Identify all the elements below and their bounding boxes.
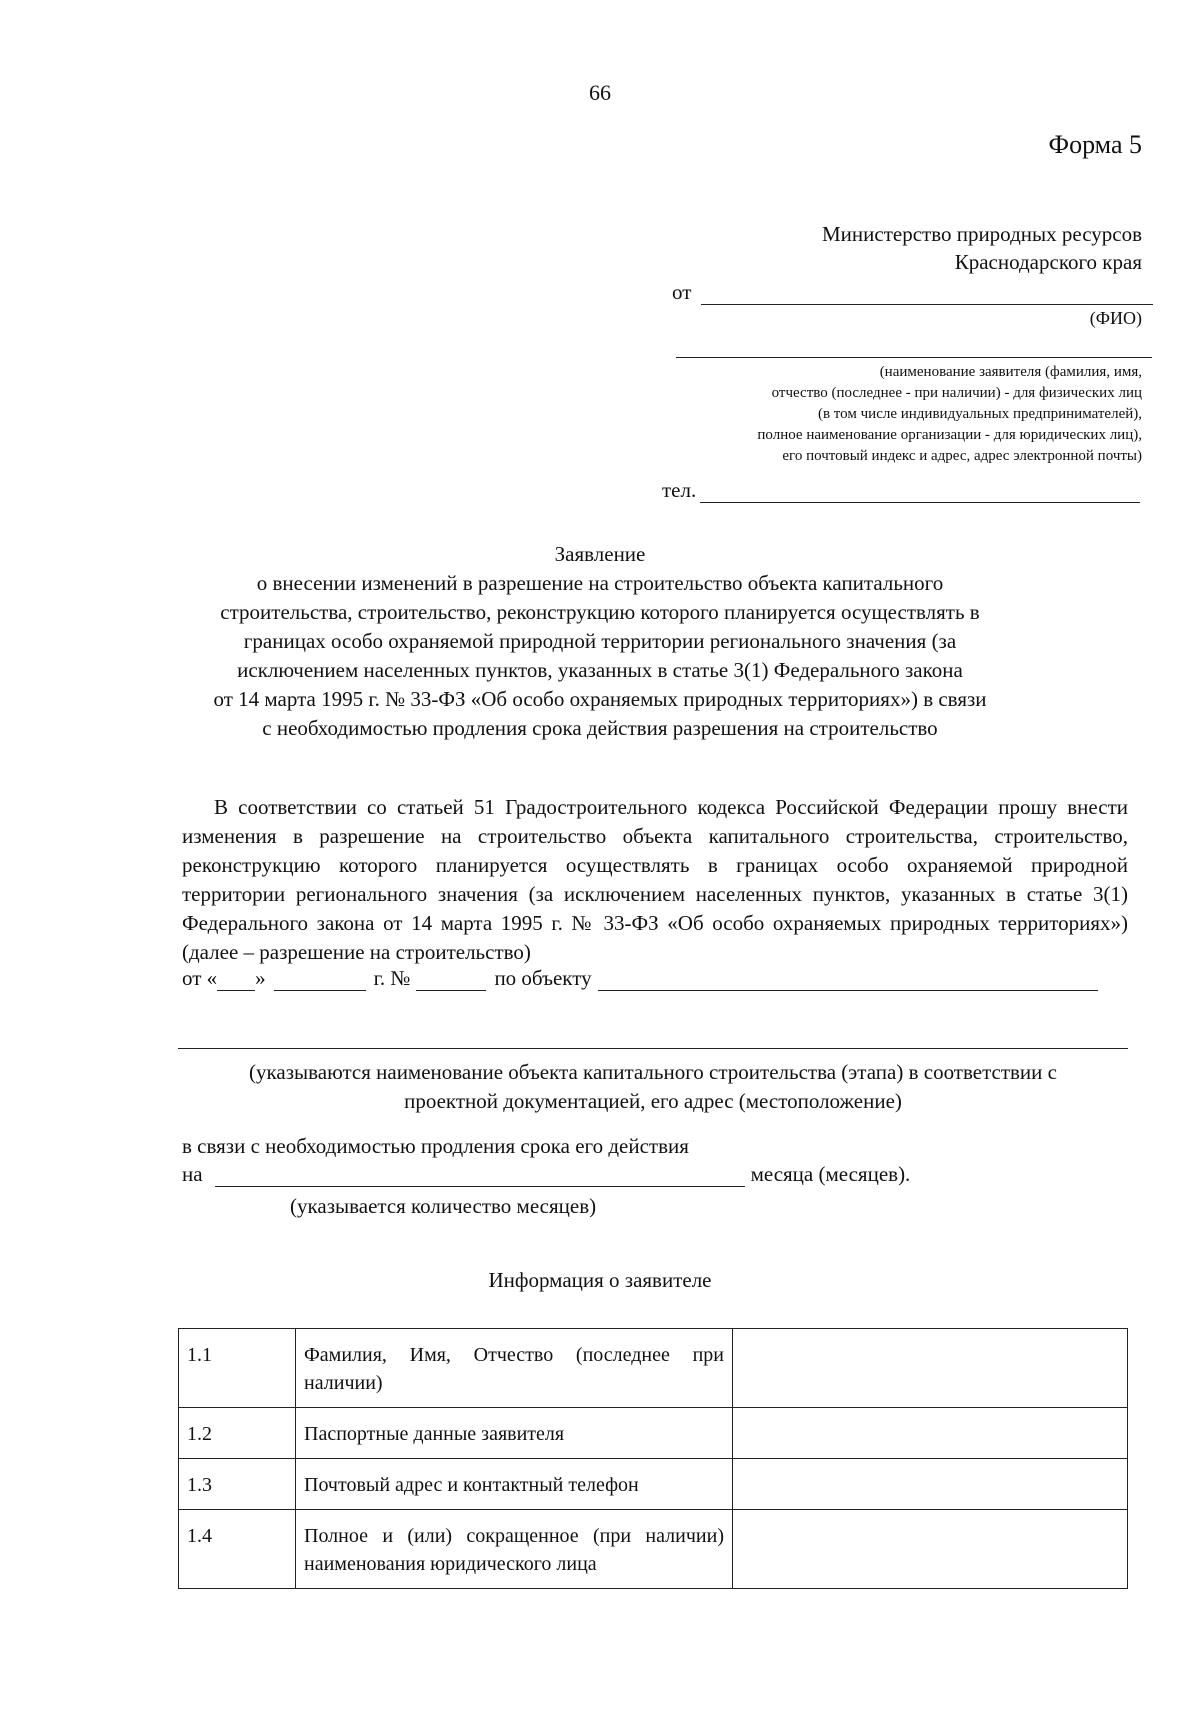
title-line: с необходимостью продления срока действия разрешения на строительство [262, 716, 938, 740]
row-number: 1.3 [179, 1459, 296, 1510]
applicant-note-line: отчество (последнее - при наличии) - для физических лиц [771, 385, 1142, 401]
title-line: строительства, строительство, реконструкцию которого планируется осуществлять в [220, 600, 980, 624]
permit-month-field[interactable] [274, 970, 366, 991]
row-value-cell[interactable] [733, 1408, 1128, 1459]
addressee-block [822, 220, 1142, 276]
phone-field[interactable] [700, 482, 1140, 503]
extension-text: в связи с необходимостью продления срока его действия [182, 1134, 689, 1158]
row-value-cell[interactable] [733, 1510, 1128, 1589]
object-field[interactable] [598, 970, 1098, 991]
row-label: Полное и (или) сокращенное (при наличии) наименования юридического лица [296, 1510, 733, 1589]
row-number: 1.1 [179, 1329, 296, 1408]
phone-row [662, 478, 1140, 503]
from-row [672, 280, 1153, 305]
title-line: границах особо охраняемой природной территории регионального значения (за [243, 629, 957, 653]
request-text: В соответствии со статьей 51 Градостроительного кодекса Российской Федерации прошу внести изменения в разрешение на строительство объекта капитального строительства, строительство, реконструкцию которого планируется осуществлять в границах особо охраняемой природной территории регионального значения (за исключением населенных пунктов, указанных в статье 3(1) Федерального закона от 14 марта 1995 г. № 33-ФЗ «Об особо охраняемых природных территориях») (далее – разрешение на строительство) [182, 795, 1128, 964]
from-label: от [672, 280, 692, 304]
months-label: месяца (месяцев). [750, 1162, 911, 1186]
object-caption [178, 1058, 1128, 1116]
title-line: от 14 марта 1995 г. № 33-ФЗ «Об особо охраняемых природных территориях») в связи [213, 687, 987, 711]
on-label: на [182, 1162, 203, 1186]
row-label: Паспортные данные заявителя [296, 1408, 733, 1459]
title-line: исключением населенных пунктов, указанных в статье 3(1) Федерального закона [237, 658, 963, 682]
row-number: 1.4 [179, 1510, 296, 1589]
title-line: о внесении изменений в разрешение на строительство объекта капитального [256, 571, 944, 595]
phone-label: тел. [662, 478, 697, 502]
applicant-info-heading: Информация о заявителе [488, 1268, 712, 1292]
request-paragraph [182, 793, 1128, 967]
applicant-info-table [178, 1328, 1128, 1589]
applicant-note-line: (наименование заявителя (фамилия, имя, [879, 364, 1142, 380]
form-label: Форма 5 [1048, 130, 1142, 159]
applicant-note-line: полное наименование организации - для юридических лиц), [757, 427, 1142, 443]
row-value-cell[interactable] [733, 1329, 1128, 1408]
permit-day-field[interactable] [217, 970, 255, 991]
months-field[interactable] [215, 1166, 745, 1187]
table-row [179, 1510, 1128, 1589]
fio-caption: (ФИО) [1089, 308, 1142, 328]
addressee-line-1: Министерство природных ресурсов [821, 222, 1142, 246]
applicant-note-line: его почтовый индекс и адрес, адрес электронной почты) [782, 448, 1142, 464]
object-caption-line: проектной документацией, его адрес (местоположение) [404, 1089, 902, 1113]
table-row [179, 1329, 1128, 1408]
table-row [179, 1408, 1128, 1459]
from-fio-field[interactable] [701, 284, 1153, 305]
object-label: по объекту [494, 966, 592, 990]
addressee-line-2: Краснодарского края [954, 250, 1142, 274]
row-number: 1.2 [179, 1408, 296, 1459]
months-caption: (указывается количество месяцев) [290, 1194, 597, 1218]
permit-number-field[interactable] [416, 970, 486, 991]
page-number: 66 [589, 80, 611, 105]
extension-row [182, 1162, 910, 1187]
applicant-note [757, 362, 1142, 467]
row-label: Фамилия, Имя, Отчество (последнее при наличии) [296, 1329, 733, 1408]
row-label: Почтовый адрес и контактный телефон [296, 1459, 733, 1510]
year-number-label: г. № [373, 966, 411, 990]
from-quote-open: от « [182, 966, 218, 990]
title-heading: Заявление [554, 542, 646, 566]
object-field-line-2[interactable] [178, 1028, 1128, 1049]
table-row [179, 1459, 1128, 1510]
applicant-name-field[interactable] [676, 337, 1152, 358]
row-value-cell[interactable] [733, 1459, 1128, 1510]
from-quote-close: » [255, 966, 266, 990]
application-title [150, 540, 1050, 743]
object-caption-line: (указываются наименование объекта капитального строительства (этапа) в соответствии с [249, 1060, 1057, 1084]
permit-details-row [182, 966, 1098, 991]
applicant-note-line: (в том числе индивидуальных предпринимателей), [817, 406, 1142, 422]
